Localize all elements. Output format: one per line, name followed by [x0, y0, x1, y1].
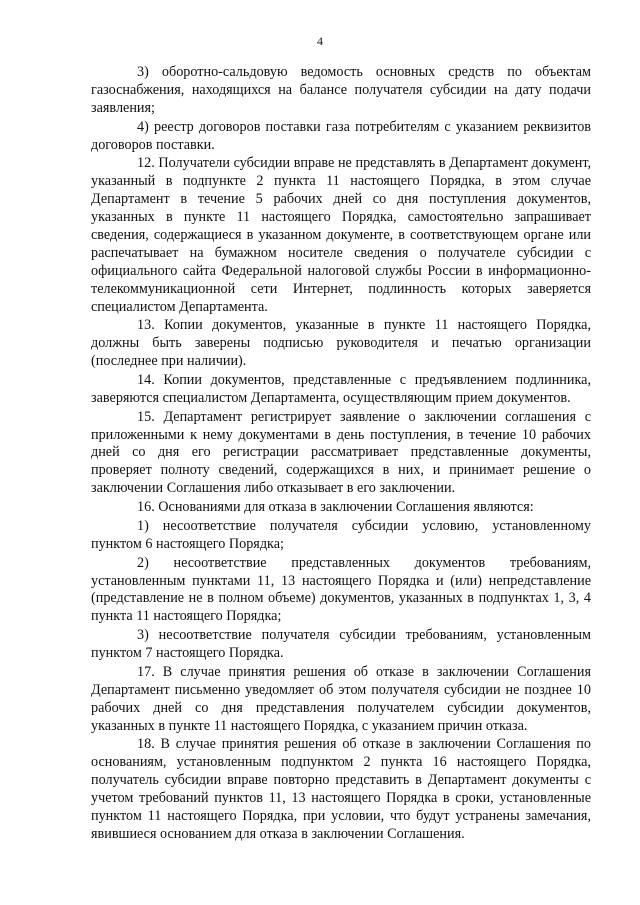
paragraph-14: 14. Копии документов, представленные с предъявлением подлинника, заверяются специалистом Департамента, осуществляющим прием документов. — [91, 371, 591, 406]
paragraph-16-item-3: 3) несоответствие получателя субсидии требованиям, установленным пунктом 7 настоящего Порядка. — [91, 627, 591, 662]
paragraph-18: 18. В случае принятия решения об отказе в заключении Соглашения по основаниям, установленным подпунктом 2 пункта 16 настоящего Порядка, получатель субсидии вправе повторно представить в Департамент документы с учетом требований пунктов 11, 13 настоящего Порядка в сроки, установленные пунктом 11 настоящего Порядка, при условии, что будут устранены замечания, явившиеся основанием для отказа в заключении Соглашения. — [91, 736, 591, 842]
paragraph-17: 17. В случае принятия решения об отказе в заключении Соглашения Департамент письменно уведомляет об этом получателя субсидии не позднее 10 рабочих дней со дня представления получателем субсидии документов, указанных в пункте 11 настоящего Порядка, с указанием причин отказа. — [91, 663, 591, 734]
paragraph-13: 13. Копии документов, указанные в пункте 11 настоящего Порядка, должны быть заверены подписью руководителя и печатью организации (последнее при наличии). — [91, 317, 591, 370]
paragraph-16: 16. Основаниями для отказа в заключении Соглашения являются: — [137, 499, 534, 516]
paragraph-16-item-1: 1) несоответствие получателя субсидии условию, установленному пунктом 6 настоящего Порядка; — [91, 517, 591, 552]
paragraph-16-item-2: 2) несоответствие представленных документов требованиям, установленным пунктами 11, 13 настоящего Порядка и (или) непредставление (представление не в полном объеме) документов, указанных в подпунктах 1, 3, 4 пункта 11 настоящего Порядка; — [91, 554, 591, 625]
document-body — [91, 64, 591, 844]
page-number: 4 — [317, 34, 323, 48]
paragraph-12: 12. Получатели субсидии вправе не представлять в Департамент документ, указанный в подпункте 2 пункта 11 настоящего Порядка, в этом случае Департамент в течение 5 рабочих дней со дня поступления документов, указанных в пункте 11 настоящего Порядка, самостоятельно запрашивает сведения, содержащиеся в указанном документе, в соответствующем органе или распечатывает на бумажном носителе сведения о получателе субсидии с официального сайта Федеральной налоговой службы России в информационно-телекоммуникационной сети Интернет, подлинность которых заверяется специалистом Департамента. — [91, 155, 591, 315]
paragraph-15: 15. Департамент регистрирует заявление о заключении соглашения с приложенными к нему документами в день поступления, в течение 10 рабочих дней со дня его регистрации рассматривает представленные документы, проверяет полноту сведений, содержащихся в них, и принимает решение о заключении Соглашения либо отказывает в его заключении. — [91, 408, 591, 497]
paragraph-item-4-reestr-dogovorov: 4) реестр договоров поставки газа потребителям с указанием реквизитов договоров поставки. — [91, 118, 591, 153]
paragraph-item-3-oborotno-saldovaya: 3) оборотно-сальдовую ведомость основных средств по объектам газоснабжения, находящихся на балансе получателя субсидии на дату подачи заявления; — [91, 64, 591, 116]
